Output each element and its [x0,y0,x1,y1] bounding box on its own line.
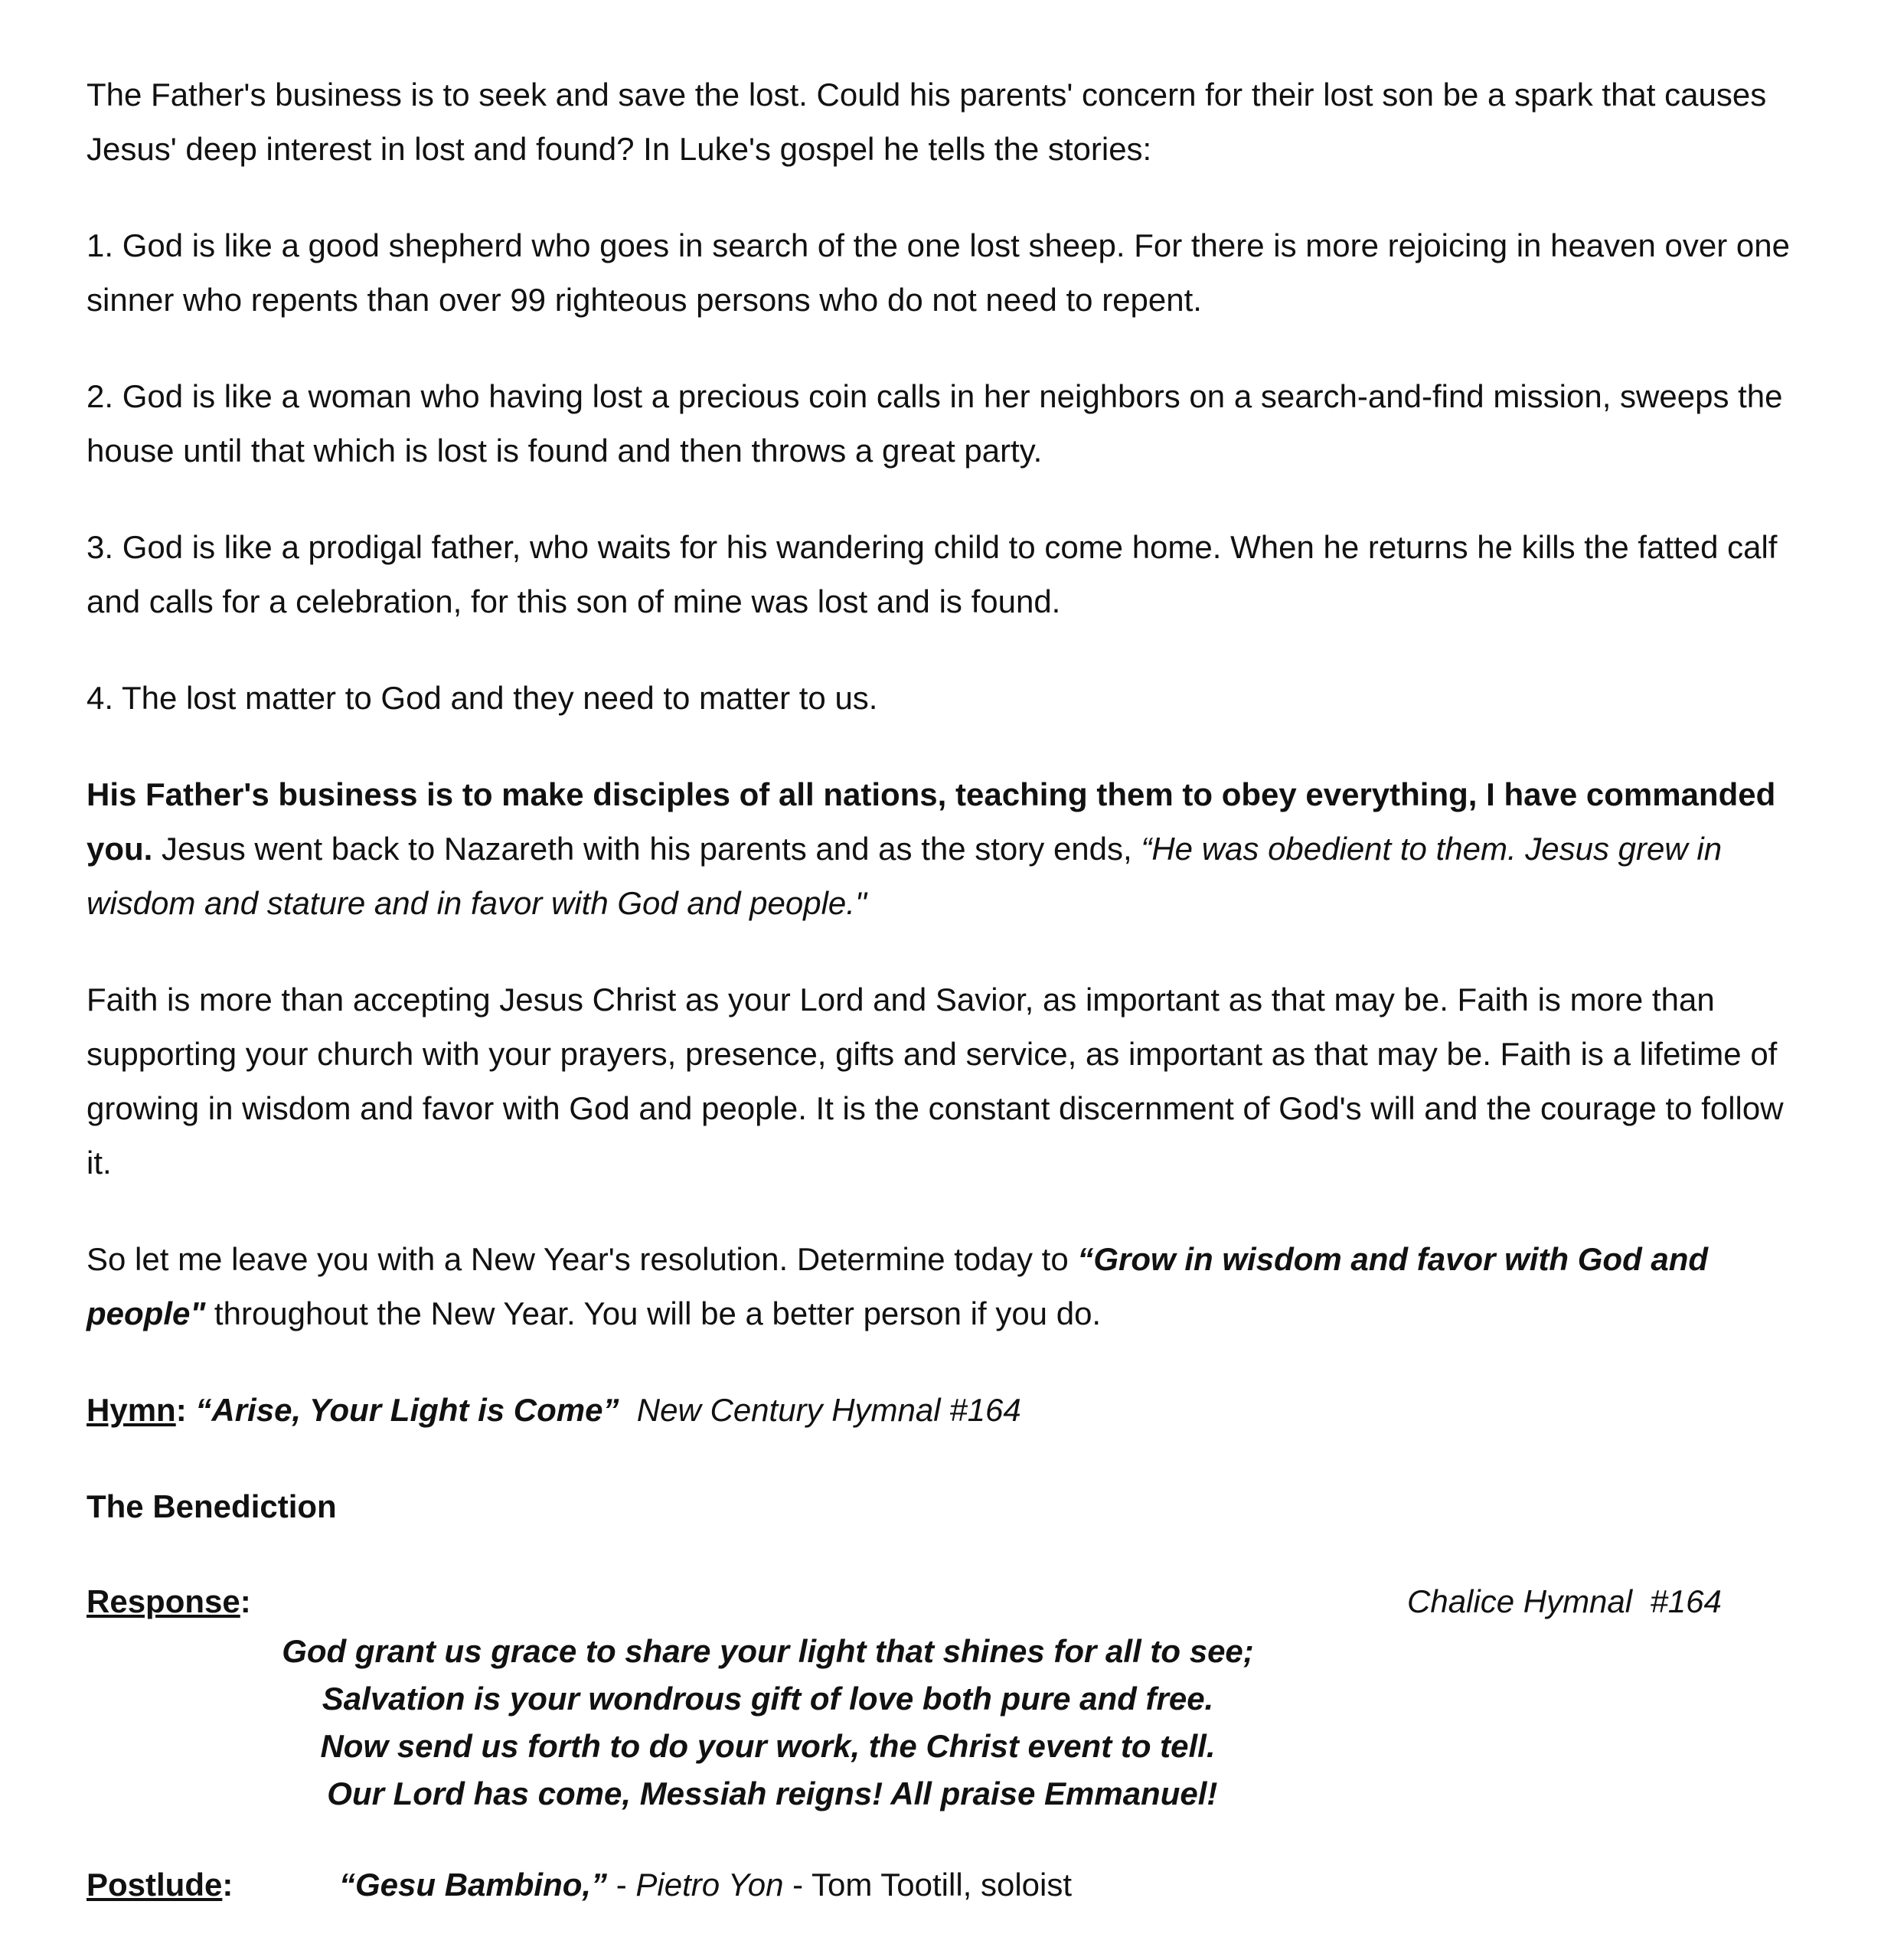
paragraph-lost-coin: 2. God is like a woman who having lost a precious coin calls in her neighbors on a search-and-find mission, sweeps the house until that which is lost is found and then throws a great party. [87,378,1783,469]
resolution-end: throughout the New Year. You will be a better person if you do. [205,1295,1102,1331]
benediction-heading: The Benediction [87,1488,337,1524]
make-disciples-quote: “He was obedient to them. Jesus grew in wisdom and stature and in favor with God and people." [87,831,1723,921]
hymn-colon: : [175,1392,187,1428]
resolution-regular: So let me leave you with a New Year's resolution. Determine today to [87,1241,1078,1277]
response-label: Response [87,1583,240,1619]
response-source: Chalice Hymnal #164 [1407,1583,1722,1619]
paragraph-lost-matter: 4. The lost matter to God and they need to matter to us. [87,680,878,716]
paragraph-faith: Faith is more than accepting Jesus Christ as your Lord and Savior, as important as that may be. Faith is more than supporting your church with your prayers, presence, gifts and service, as important as that may be. Faith is a lifetime of growing in wisdom and favor with God and people. It is the constant discernment of God's will and the courage to follow it. [87,982,1784,1181]
postlude-content [339,1857,1072,1912]
response-header [87,1576,1817,1628]
response-verse [87,1628,1449,1818]
response-colon: : [240,1583,251,1619]
postlude-line [87,1857,1817,1912]
paragraph-good-shepherd: 1. God is like a good shepherd who goes in search of the one lost sheep. For there is more rejoicing in heaven over one sinner who repents than over 99 righteous persons who do not need to repent. [87,227,1790,318]
postlude-composer: Pietro Yon [635,1867,784,1903]
verse-line: Now send us forth to do your work, the Christ event to tell. [320,1728,1216,1764]
hymn-line [87,1383,1817,1437]
postlude-title: “Gesu Bambino,” [339,1867,608,1903]
hymn-title: “Arise, Your Light is Come” [186,1392,619,1428]
postlude-performer: Tom Tootill, soloist [811,1867,1073,1903]
resolution-quote: “Grow in wisdom and favor with God and people" [87,1241,1709,1331]
hymn-source: New Century Hymnal #164 [619,1392,1021,1428]
verse-line: Salvation is your wondrous gift of love both pure and free. [322,1681,1214,1717]
hymn-label: Hymn [87,1392,176,1428]
postlude-colon: : [222,1867,233,1903]
postlude-label: Postlude [87,1867,223,1903]
document-page [87,67,1817,1912]
verse-line: God grant us grace to share your light that shines for all to see; [282,1633,1254,1669]
verse-line: Our Lord has come, Messiah reigns! All praise Emmanuel! [318,1775,1218,1811]
paragraph-resolution [87,1232,1817,1341]
paragraph-make-disciples [87,767,1817,930]
postlude-sep-1: - [607,1867,636,1903]
postlude-sep-2: - [783,1867,812,1903]
paragraph-fathers-business: The Father's business is to seek and save the lost. Could his parents' concern for their lost son be a spark that causes Jesus' deep interest in lost and found? In Luke's gospel he tells the stories: [87,77,1767,167]
make-disciples-regular: Jesus went back to Nazareth with his parents and as the story ends, [152,831,1141,867]
response-section [87,1576,1817,1818]
make-disciples-bold: His Father's business is to make disciples of all nations, teaching them to obey everything, I have commanded you. [87,776,1776,867]
paragraph-prodigal-father: 3. God is like a prodigal father, who waits for his wandering child to come home. When he returns he kills the fatted calf and calls for a celebration, for this son of mine was lost and is found. [87,529,1778,619]
